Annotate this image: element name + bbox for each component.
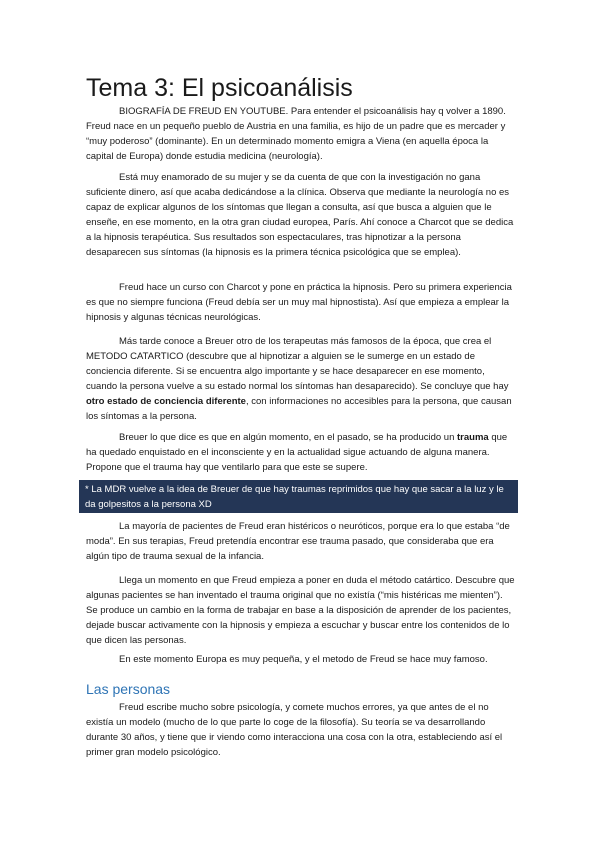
paragraph-text: Freud escribe mucho sobre psicología, y comete muchos errores, ya que antes de el no existía un modelo (mucho de lo que parte lo coge de la filosofía). Su teoría se va desarrollando durante 30 años, y tiene que ir viendo como interacciona una cosa con la otra, estableciendo así el primer gran modelo psicológico. [86,702,503,758]
paragraph-europe [86,652,516,667]
paragraph-text: La mayoría de pacientes de Freud eran histéricos o neuróticos, porque era lo que estaba “de moda”. En sus terapias, Freud pretendía encontrar ese trauma pasado, que consideraba que era algún tipo de trauma sexual de la infancia. [86,521,510,562]
bold-phrase: trauma [457,432,489,443]
section-heading: Las personas [86,681,171,697]
paragraph-hysterics [86,519,516,564]
paragraph-text: , con informaciones no accesibles para la persona, que causan los síntomas a la persona. [86,396,512,422]
paragraph-text: Freud hace un curso con Charcot y pone en práctica la hipnosis. Pero su primera experiencia es que no siempre funciona (Freud debía ser un muy mal hipnostista). Así que empieza a emplear la hipnosis y algunas técnicas neurológicas. [86,282,512,323]
bold-phrase: otro estado de conciencia diferente [86,396,246,407]
paragraph-text: Está muy enamorado de su mujer y se da cuenta de que con la investigación no gana suficiente dinero, así que acaba dedicándose a la clínica. Observa que mediante la neurología no es capaz de explicar algunos de los síntomas que llegan a consulta, así que busca a alguien que le enseñe, en ese momento, en la otra gran ciudad europea, París. Ahí conoce a Charcot que se dedica a la hipnosis terapéutica. Sus resultados son espectaculares, tras hipnotizar a la persona desaparecen sus síntomas (la hipnosis es la primera técnica psicológica que se emplea). [86,172,514,258]
paragraph-doubt-cathartic [86,573,516,648]
paragraph-text: En este momento Europa es muy pequeña, y el metodo de Freud se hace muy famoso. [119,654,488,665]
paragraph-text: que ha quedado enquistado en el inconsciente y en la actualidad sigue actuando de alguna manera. Propone que el trauma hay que ventilarlo para que este se supere. [86,432,508,473]
paragraph-text: Breuer lo que dice es que en algún momento, en el pasado, se ha producido un [119,432,458,443]
paragraph-text: BIOGRAFÍA DE FREUD EN YOUTUBE. Para entender el psicoanálisis hay q volver a 1890. Freud nace en un pequeño pueblo de Austria en una familia, es hijo de un padre que es mercader y “muy poderoso” (dominante). En un determinado momento emigra a Viena (en aquella época la capital de Europa) donde estudia medicina (neurología). [86,106,506,162]
paragraph-persons [86,700,516,760]
paragraph-breuer-method [86,334,516,424]
page-title: Tema 3: El psicoanálisis [86,74,353,102]
highlighted-note: * La MDR vuelve a la idea de Breuer de que hay traumas reprimidos que hay que sacar a la luz y le da golpesitos a la persona XD [79,480,518,513]
paragraph-biography [86,104,516,164]
paragraph-hypnosis-course [86,280,516,325]
paragraph-text: Llega un momento en que Freud empieza a poner en duda el método catártico. Descubre que algunas pacientes se han inventado el trauma original que no existía (“mis histéricas me mienten”). Se produce un cambio en la forma de trabajar en base a la disposición de aprender de los pacientes, dejade buscar activamente con la hipnosis y empieza a escuchar y buscar entre los contenidos de lo que dicen las personas. [86,575,515,646]
paragraph-charcot [86,170,516,260]
paragraph-trauma [86,430,516,475]
paragraph-text: Más tarde conoce a Breuer otro de los terapeutas más famosos de la época, que crea el METODO CATARTICO (descubre que al hipnotizar a alguien se le sumerge en un estado de conciencia diferente. Si se encuentra algo importante y se hace desaparecer en ese momento, cuando la persona vuelve a su estado normal los síntomas han desaparecido). Se concluye que hay [86,336,509,392]
